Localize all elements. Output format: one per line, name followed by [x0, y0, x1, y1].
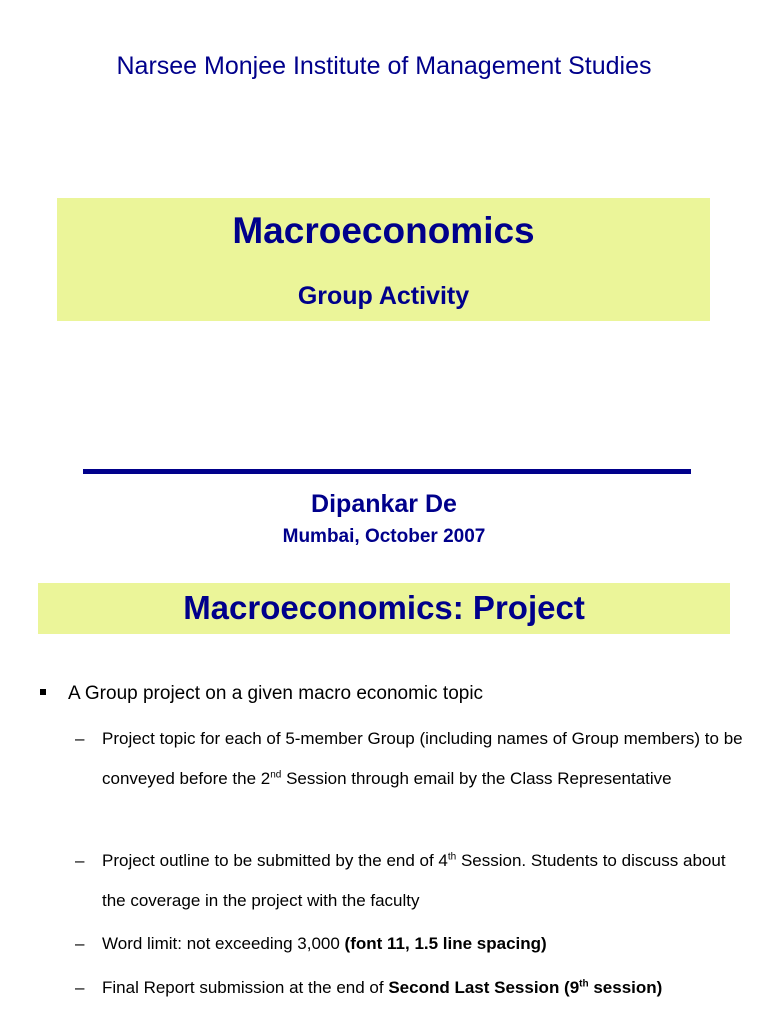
- course-title: Macroeconomics: [232, 210, 535, 251]
- square-bullet-icon: [40, 689, 46, 695]
- list-item: [102, 841, 752, 921]
- item-text: Final Report submission at the end of: [102, 978, 389, 997]
- item-text: Project topic for each of 5-member Group (including names of Group members) to be conveyed before the 2: [102, 729, 743, 788]
- item-bold-text: session): [588, 978, 663, 997]
- dash-bullet-icon: –: [75, 978, 85, 997]
- list-item: [102, 968, 752, 1008]
- course-subtitle: Group Activity: [297, 282, 470, 310]
- item-text: Project outline to be submitted by the end of 4: [102, 851, 448, 870]
- item-bold-text: (font 11, 1.5 line spacing): [344, 934, 547, 953]
- list-item: [102, 719, 752, 799]
- author-name: Dipankar De: [311, 490, 457, 518]
- item-text: Session. Students to discuss about the coverage in the project with the faculty: [102, 851, 726, 910]
- place-date: Mumbai, October 2007: [282, 526, 486, 547]
- list-item: [102, 924, 752, 964]
- slide-title: Macroeconomics: Project: [183, 589, 585, 626]
- item-text: Word limit: not exceeding 3,000: [102, 934, 345, 953]
- item-text: Session through email by the Class Representative: [281, 769, 672, 788]
- item-superscript: th: [579, 978, 589, 990]
- dash-bullet-icon: –: [75, 729, 85, 748]
- institute-name: Narsee Monjee Institute of Management Studies: [116, 52, 652, 80]
- item-superscript: nd: [270, 769, 282, 781]
- dash-bullet-icon: –: [75, 851, 85, 870]
- main-bullet: A Group project on a given macro economic topic: [68, 683, 484, 704]
- divider-rule: [83, 469, 691, 474]
- item-bold-text: Second Last Session (9: [388, 978, 580, 997]
- slide-title-box: [38, 583, 730, 634]
- dash-bullet-icon: –: [75, 934, 85, 953]
- title-box: [57, 198, 710, 321]
- item-superscript: th: [447, 851, 457, 863]
